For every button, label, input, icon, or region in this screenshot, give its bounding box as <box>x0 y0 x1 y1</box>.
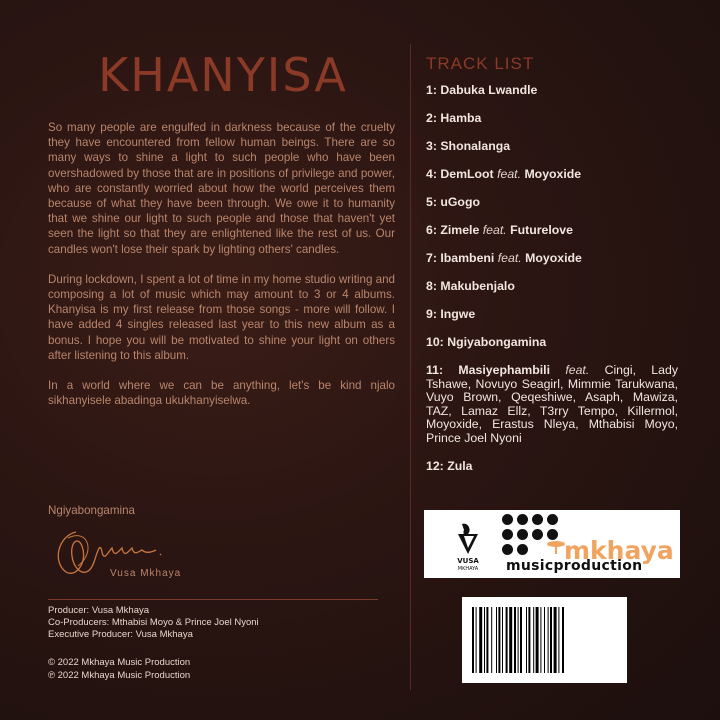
label-logos <box>424 510 680 578</box>
track-item: 12: Zula <box>426 458 473 473</box>
credit-line: Co-Producers: Mthabisi Moyo & Prince Joel Nyoni <box>48 616 259 628</box>
phonographic-copyright-line: ℗ 2022 Mkhaya Music Production <box>48 669 191 681</box>
track-item: 11: Masiyephambili feat. Cingi, Lady Tshawe, Novuyo Seagirl, Mimmie Tarukwana, Vuyo Brown, Qeqeshiwe, Asaph, Mawiza, TAZ, Lamaz Ellz, T3rry Tempo, Killermol, Moyoxide, Erastus Nleya, Mthabisi Moyo, Prince Joel Nyoni <box>426 363 678 445</box>
liner-paragraph: In a world where we can be anything, let's be kind njalo sikhanyisele abadinga ukukhanyiselwa. <box>48 379 395 408</box>
mkhaya-wordmark: mkhaya <box>564 536 674 565</box>
barcode-icon <box>472 607 617 673</box>
track-item: 10: Ngiyabongamina <box>426 335 547 349</box>
track-list-heading: TRACK LIST <box>426 54 535 73</box>
liner-paragraph: During lockdown, I spent a lot of time in my home studio writing and composing a lot of music which may amount to 3 or 4 albums. Khanyisa is my first release from those songs - more will follow. I have added 4 singles released last year to this new album as a bonus. I hope you will be motivated to shine your light on others after listening to this album. <box>48 272 395 362</box>
track-item: 2: Hamba <box>426 111 482 125</box>
barcode <box>462 597 627 683</box>
track-item: 5: uGogo <box>426 195 480 209</box>
svg-text:MKHAYA: MKHAYA <box>457 566 479 572</box>
svg-text:VUSA: VUSA <box>457 557 479 565</box>
column-divider <box>410 44 411 690</box>
track-item: 9: Ingwe <box>426 307 476 321</box>
album-title: KHANYISA <box>98 48 348 102</box>
liner-notes <box>48 120 395 423</box>
track-item: 8: Makubenjalo <box>426 279 515 293</box>
track-list <box>426 84 678 488</box>
copyright-block <box>48 657 190 682</box>
liner-paragraph: So many people are engulfed in darkness because of the cruelty they have encountered from fellow human beings. There are so many ways to shine a light to such people who have been overshadowed by those that are in positions of privilege and power, who are constantly worried about how the world perceives them because of what they have been through. We owe it to humanity that we shine our light to such people and those that haven't yet seen the light so that they are enlightened like the rest of us. Our candles won't lose their spark by lighting others' candles. <box>48 121 395 256</box>
signature-name: Vusa Mkhaya <box>110 568 182 579</box>
production-credits <box>48 605 259 640</box>
acacia-tree-icon <box>546 540 566 554</box>
copyright-line: © 2022 Mkhaya Music Production <box>48 657 191 668</box>
credit-line: Executive Producer: Vusa Mkhaya <box>48 628 193 640</box>
vusa-mkhaya-logo-icon <box>448 520 488 572</box>
track-item: 7: Ibambeni feat. Moyoxide <box>426 251 582 265</box>
music-production-wordmark: musicproduction <box>506 558 643 574</box>
track-item: 3: Shonalanga <box>426 139 511 153</box>
track-item: 1: Dabuka Lwandle <box>426 83 538 97</box>
credits-divider <box>48 599 378 600</box>
track-item: 4: DemLoot feat. Moyoxide <box>426 167 582 181</box>
track-item: 6: Zimele feat. Futurelove <box>426 223 573 237</box>
sign-off: Ngiyabongamina <box>48 504 136 517</box>
credit-line: Producer: Vusa Mkhaya <box>48 605 150 616</box>
